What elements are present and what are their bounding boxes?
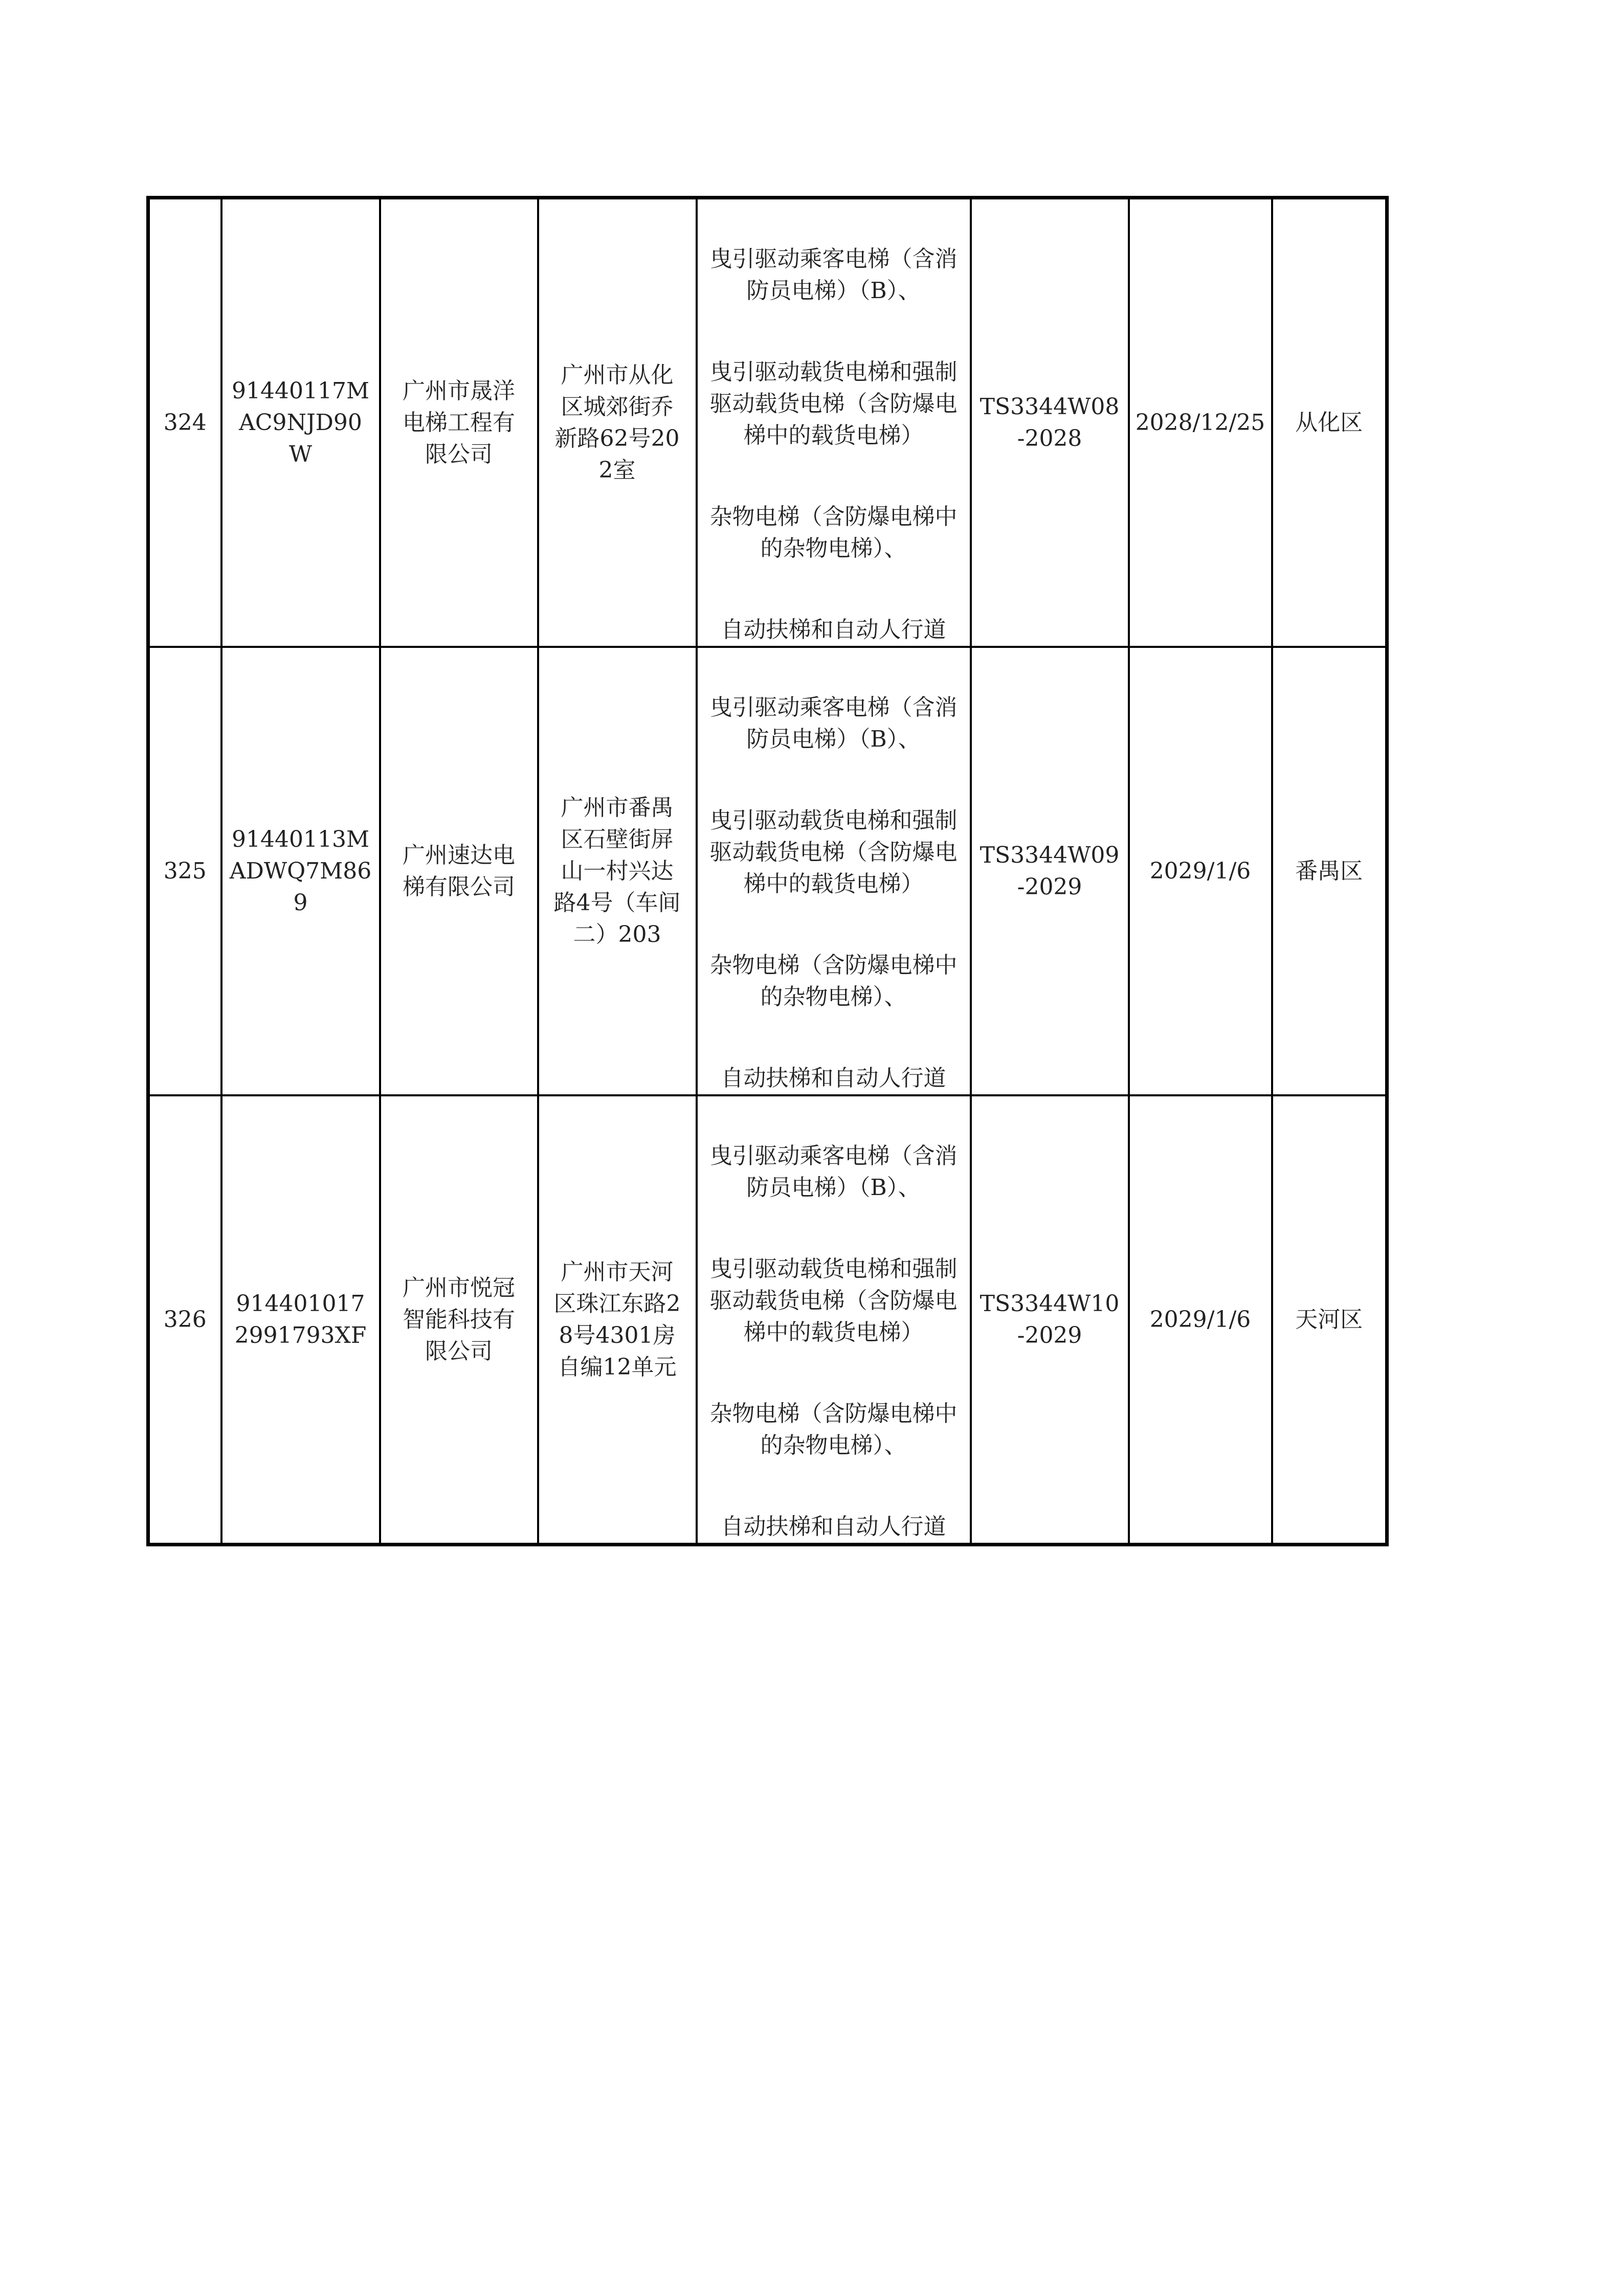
table-row xyxy=(148,1095,1387,1545)
credit-code-cell xyxy=(221,647,380,1095)
license-type-item: 曳引驱动乘客电梯（含消防员电梯）（B）、 xyxy=(709,694,958,752)
seq-cell xyxy=(148,198,221,647)
company-address: 广州市天河区珠江东路28号4301房自编12单元 xyxy=(553,1258,681,1380)
license-type-item: 曳引驱动载货电梯和强制驱动载货电梯（含防爆电梯中的载货电梯） xyxy=(709,359,958,448)
company-name: 广州市悦冠智能科技有限公司 xyxy=(403,1274,515,1364)
license-type-item: 曳引驱动载货电梯和强制驱动载货电梯（含防爆电梯中的载货电梯） xyxy=(709,807,958,897)
company-cell xyxy=(380,647,538,1095)
valid-until-date: 2029/1/6 xyxy=(1149,1306,1251,1333)
cert-number: TS3344W08-2028 xyxy=(980,393,1120,452)
address-cell xyxy=(538,198,697,647)
credit-code: 91440117MAC9NJD90W xyxy=(231,377,369,467)
company-cell xyxy=(380,198,538,647)
records-table xyxy=(146,196,1389,1546)
cert-number-cell xyxy=(971,198,1129,647)
seq-cell xyxy=(148,647,221,1095)
cert-number-cell xyxy=(971,1095,1129,1545)
table-row xyxy=(148,198,1387,647)
company-name: 广州速达电梯有限公司 xyxy=(403,842,515,900)
district-name: 番禺区 xyxy=(1295,858,1363,884)
license-type-item: 自动扶梯和自动人行道 xyxy=(721,1514,946,1540)
company-address: 广州市从化区城郊街乔新路62号202室 xyxy=(554,362,680,483)
company-address: 广州市番禺区石壁街屏山一村兴达路4号（车间二）203 xyxy=(553,794,681,948)
credit-code-cell xyxy=(221,198,380,647)
seq-cell xyxy=(148,1095,221,1545)
credit-code-cell xyxy=(221,1095,380,1545)
valid-until-cell xyxy=(1129,198,1272,647)
seq-number: 324 xyxy=(163,409,207,436)
valid-until-date: 2029/1/6 xyxy=(1149,858,1251,884)
license-type-item: 杂物电梯（含防爆电梯中的杂物电梯）、 xyxy=(709,952,958,1010)
license-types-cell xyxy=(697,647,971,1095)
district-name: 从化区 xyxy=(1295,409,1363,436)
license-type-item: 自动扶梯和自动人行道 xyxy=(721,1065,946,1091)
address-cell xyxy=(538,647,697,1095)
license-types-cell xyxy=(697,198,971,647)
district-cell xyxy=(1272,647,1387,1095)
district-cell xyxy=(1272,1095,1387,1545)
seq-number: 325 xyxy=(163,858,207,884)
address-cell xyxy=(538,1095,697,1545)
company-name: 广州市晟洋电梯工程有限公司 xyxy=(403,377,515,467)
license-type-item: 自动扶梯和自动人行道 xyxy=(721,617,946,643)
license-type-item: 曳引驱动乘客电梯（含消防员电梯）（B）、 xyxy=(709,1143,958,1201)
cert-number-cell xyxy=(971,647,1129,1095)
cert-number: TS3344W10-2029 xyxy=(980,1290,1120,1348)
license-type-item: 杂物电梯（含防爆电梯中的杂物电梯）、 xyxy=(709,504,958,561)
credit-code: 91440113MADWQ7M869 xyxy=(229,826,372,916)
license-type-item: 曳引驱动乘客电梯（含消防员电梯）（B）、 xyxy=(709,246,958,304)
seq-number: 326 xyxy=(163,1306,207,1333)
valid-until-date: 2028/12/25 xyxy=(1135,409,1265,436)
company-cell xyxy=(380,1095,538,1545)
table-row xyxy=(148,647,1387,1095)
valid-until-cell xyxy=(1129,1095,1272,1545)
license-type-item: 曳引驱动载货电梯和强制驱动载货电梯（含防爆电梯中的载货电梯） xyxy=(709,1256,958,1345)
district-cell xyxy=(1272,198,1387,647)
district-name: 天河区 xyxy=(1295,1306,1363,1333)
cert-number: TS3344W09-2029 xyxy=(980,842,1120,900)
license-types-cell xyxy=(697,1095,971,1545)
valid-until-cell xyxy=(1129,647,1272,1095)
credit-code: 9144010172991793XF xyxy=(234,1290,367,1348)
license-type-item: 杂物电梯（含防爆电梯中的杂物电梯）、 xyxy=(709,1401,958,1458)
